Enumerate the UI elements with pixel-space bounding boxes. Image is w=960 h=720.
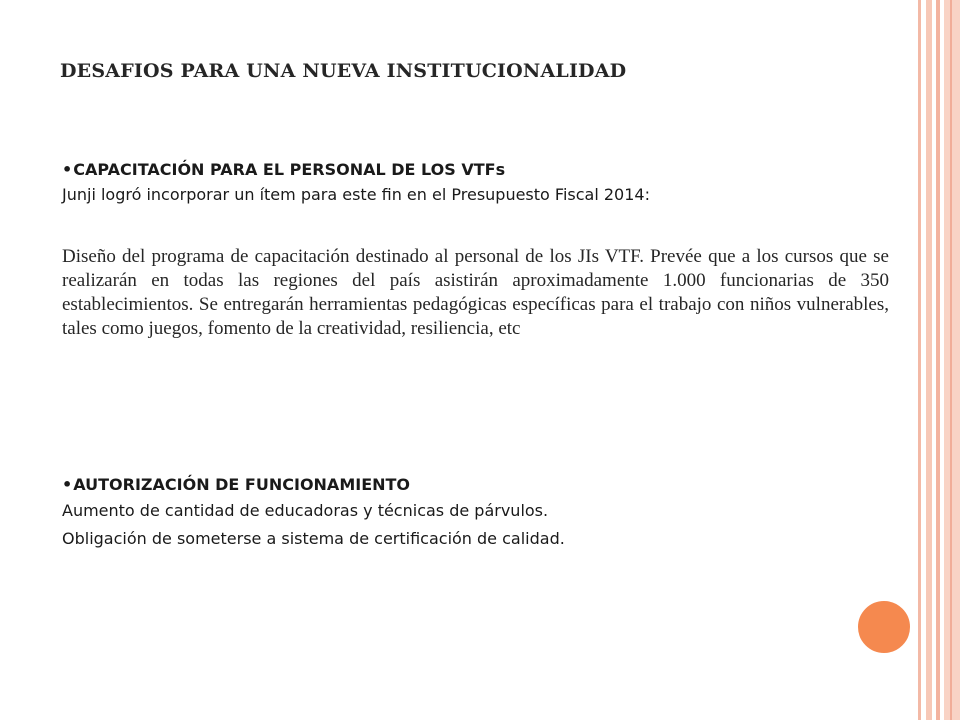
decorative-stripe (944, 0, 960, 720)
section-heading-text: AUTORIZACIÓN DE FUNCIONAMIENTO (73, 475, 411, 494)
section-line: Junji logró incorporar un ítem para este fin en el Presupuesto Fiscal 2014: (62, 185, 650, 204)
section-heading (62, 473, 892, 497)
slide-title: DESAFIOS PARA UNA NUEVA INSTITUCIONALIDAD (60, 60, 627, 82)
decorative-stripe (926, 0, 932, 720)
accent-circle-icon (855, 598, 913, 656)
decorative-stripe (918, 0, 921, 720)
section-heading (62, 158, 892, 182)
decorative-stripe (936, 0, 940, 720)
body-paragraph: Diseño del programa de capacitación destinado al personal de los JIs VTF. Prevée que a los cursos que se realizarán en todas las regiones del país asistirán aproximadamente 1.000 funcionarias de 350 establecimientos. Se entregarán herramientas pedagógicas específicas para el trabajo con niños vulnerables, tales como juegos, fomento de la creatividad, resiliencia, etc (62, 246, 889, 339)
section-line: Aumento de cantidad de educadoras y técnicas de párvulos. (62, 501, 549, 520)
bullet-icon: • (62, 475, 73, 494)
decorative-stripe (950, 0, 952, 720)
bullet-icon: • (62, 160, 73, 179)
section-heading-text: CAPACITACIÓN PARA EL PERSONAL DE LOS VTFs (73, 160, 506, 179)
section-line: Obligación de someterse a sistema de certificación de calidad. (62, 529, 565, 548)
section-capacitacion (62, 158, 892, 208)
section-autorizacion (62, 473, 892, 553)
